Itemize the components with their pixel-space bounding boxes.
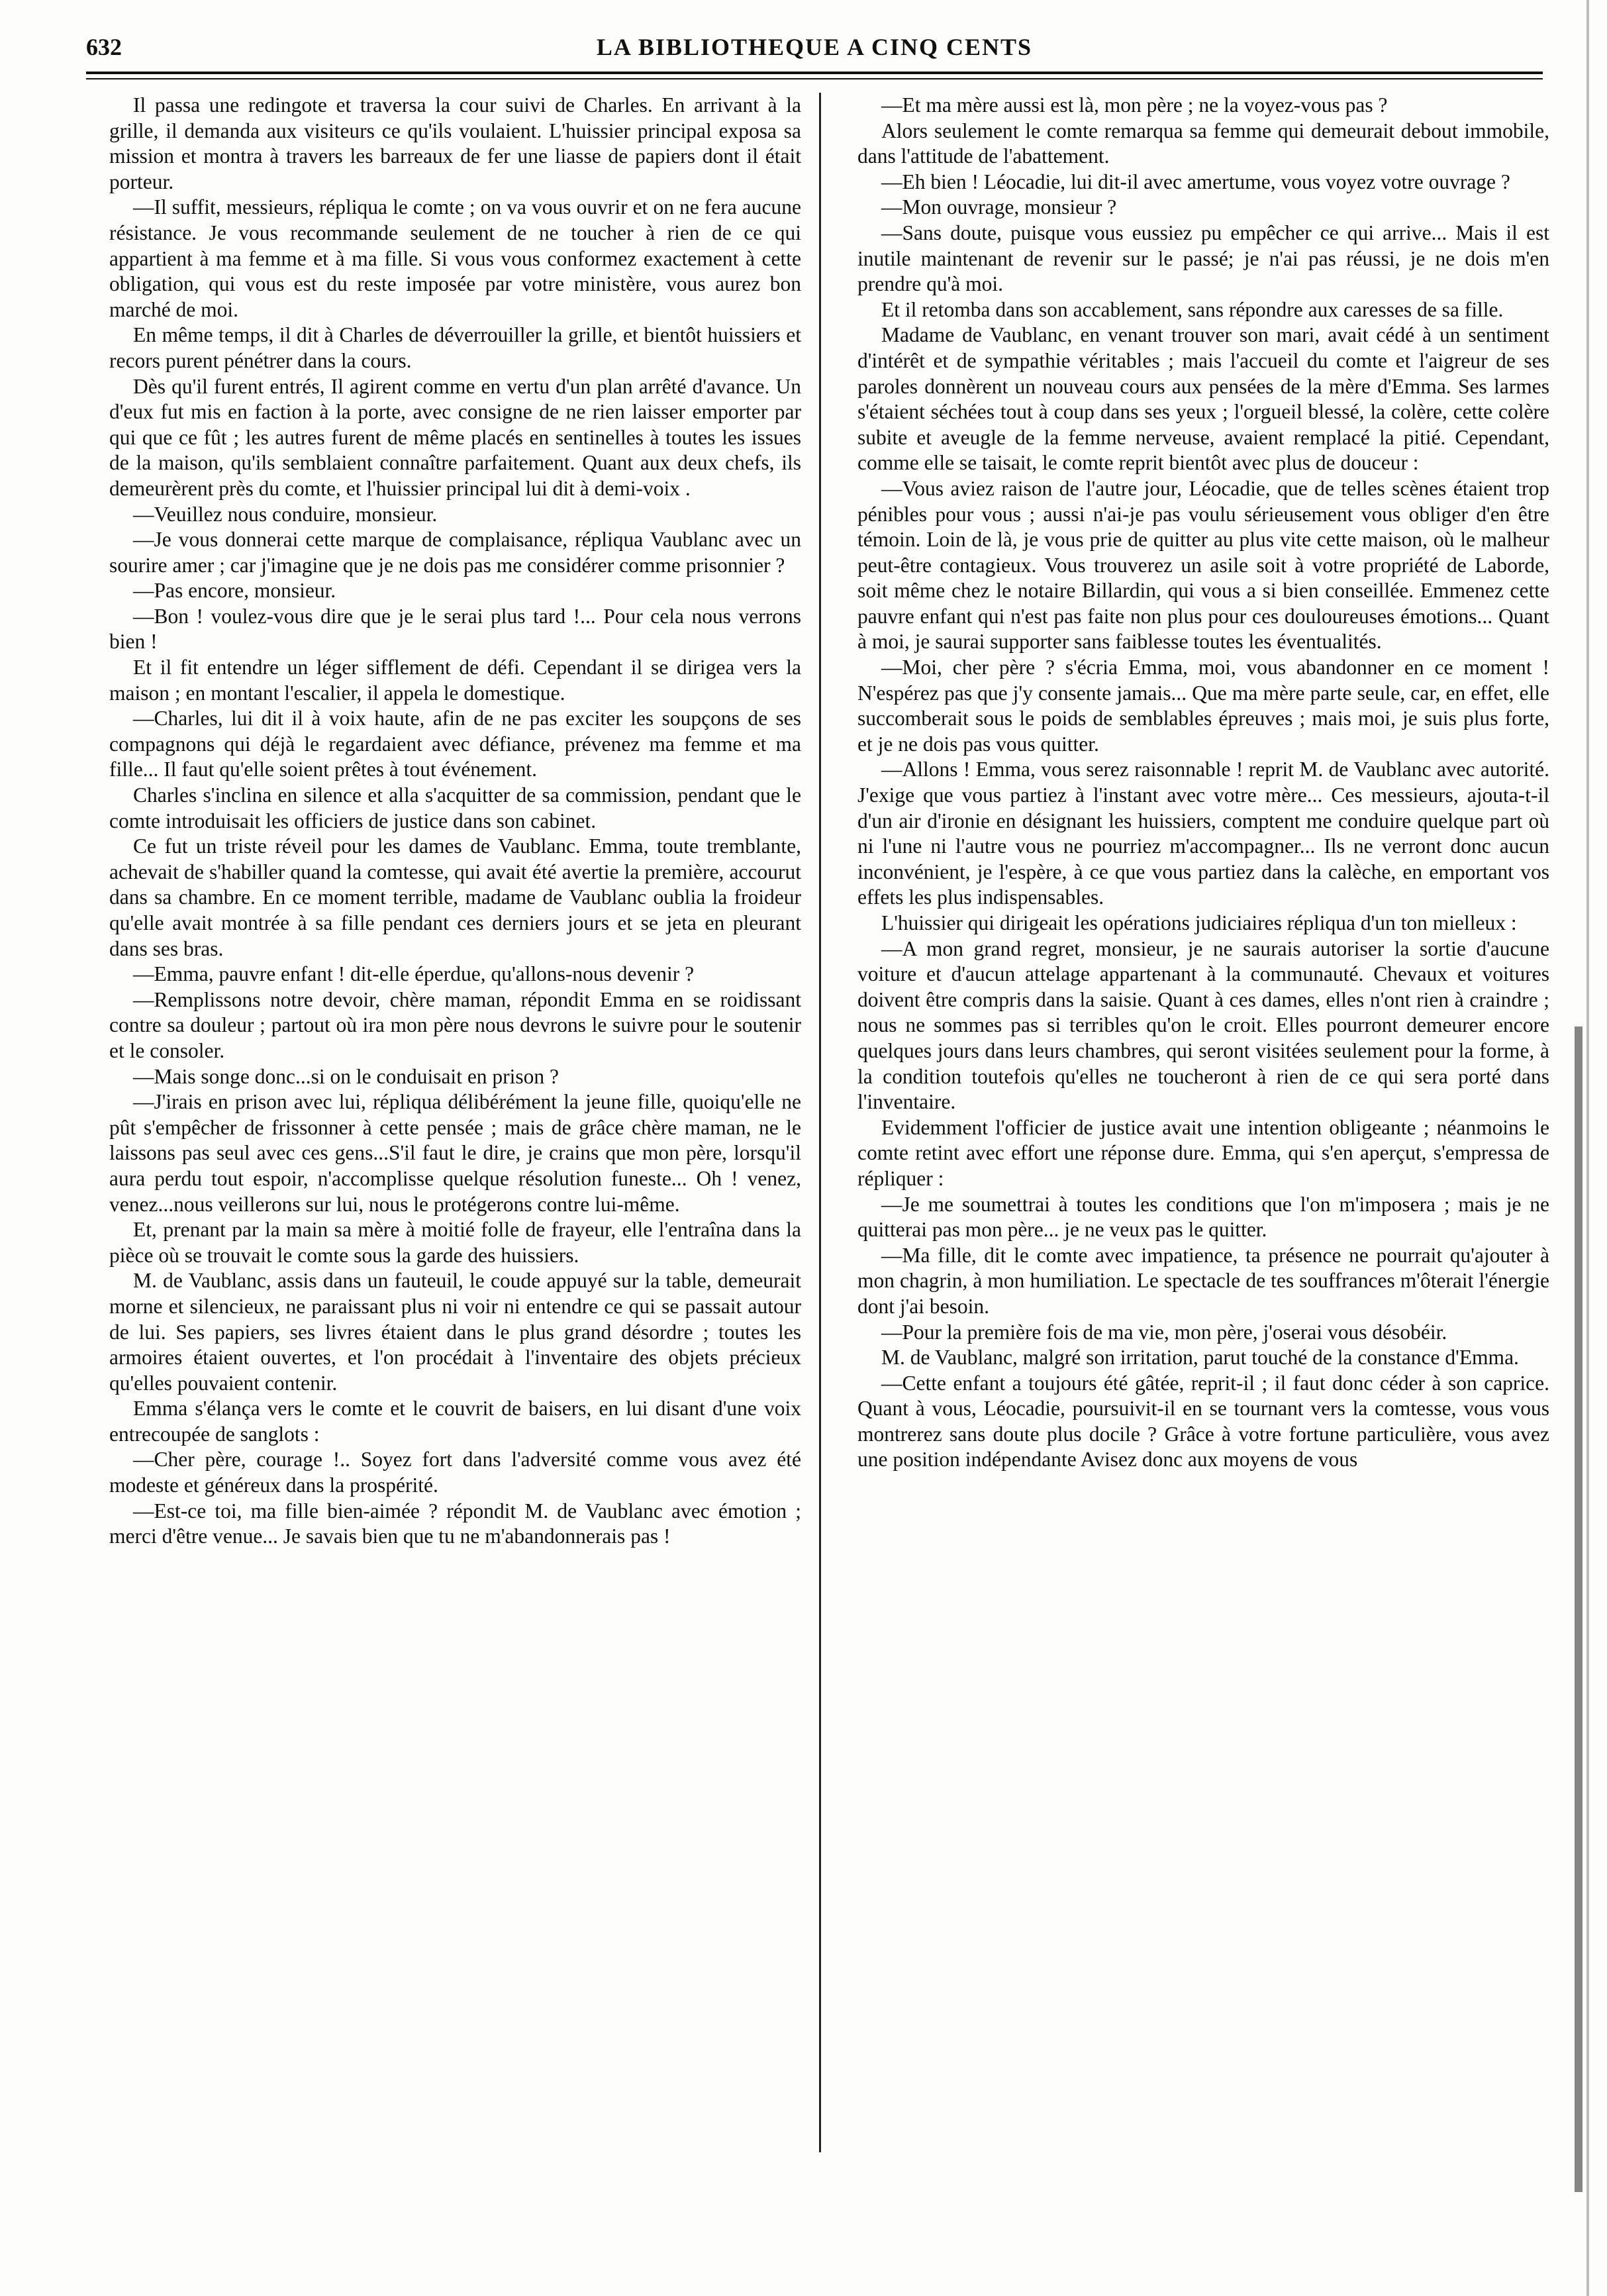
paragraph: Ce fut un triste réveil pour les dames de Vaublanc. Emma, toute tremblante, achevait de s'habiller quand la comtesse, qui avait été avertie la première, accourut dans sa chambre. En ce moment terrible, madame de Vaublanc oublia la froideur qu'elle avait montrée à sa fille pendant ces derniers jours et se jeta en pleurant dans ses bras. [109,834,801,960]
paragraph: —J'irais en prison avec lui, répliqua délibérément la jeune fille, quoiqu'elle ne pût s'empêcher de frissonner à cette pensée ; mais de grâce chère maman, ne le laissons pas seul avec ces gens...S'il faut le dire, je crains que mon père, lorsqu'il aura perdu tout espoir, n'accomplisse quelque résolution funeste... Oh ! venez, venez...nous veillerons sur lui, nous le protégerons contre lui-même. [109,1090,801,1216]
paragraph: Et il fit entendre un léger sifflement de défi. Cependant il se dirigea vers la maison ; en montant l'escalier, il appela le domestique. [109,656,801,705]
paragraph: —Ma fille, dit le comte avec impatience, ta présence ne pourrait qu'ajouter à mon chagrin, à mon humiliation. Le spectacle de tes souffrances m'ôterait l'énergie dont j'ai besoin. [857,1243,1549,1318]
paragraph: —Eh bien ! Léocadie, lui dit-il avec amertume, vous voyez votre ouvrage ? [881,170,1510,193]
paragraph: —Bon ! voulez-vous dire que je le serai plus tard !... Pour cela nous verrons bien ! [109,604,801,654]
paragraph: —Charles, lui dit il à voix haute, afin de ne pas exciter les soupçons de ses compagnons qui déjà le regardaient avec défiance, prévenez ma femme et ma fille... Il faut qu'elle soient prêtes à tout événement. [109,707,801,781]
paragraph: —Mais songe donc...si on le conduisait en prison ? [133,1064,560,1088]
paragraph: —Cher père, courage !.. Soyez fort dans l'adversité comme vous avez été modeste et généreux dans la prospérité. [109,1448,801,1497]
paragraph: M. de Vaublanc, assis dans un fauteuil, le coude appuyé sur la table, demeurait morne et silencieux, ne paraissant plus ni voir ni entendre ce qui se passait autour de lui. Ses papiers, ses livres étaient dans le plus grand désordre ; toutes les armoires étaient ouvertes, et l'on procédait à l'inventaire des objets précieux qu'elles pouvaient contenir. [109,1269,801,1395]
right-column [857,93,1549,1473]
page-header [86,28,1543,65]
paragraph: —Veuillez nous conduire, monsieur. [133,502,438,526]
header-rule-thin [86,78,1543,79]
paragraph: —Pas encore, monsieur. [133,579,336,603]
paragraph: L'huissier qui dirigeait les opérations judiciaires répliqua d'un ton mielleux : [881,911,1517,934]
paragraph: Dès qu'il furent entrés, Il agirent comme en vertu d'un plan arrêté d'avance. Un d'eux fut mis en faction à la porte, avec consigne de ne rien laisser emporter par qui que ce fût ; les autres furent de même placés en sentinelles à toutes les issues de la maison, qu'ils semblaient connaître parfaitement. Quant aux deux chefs, ils demeurèrent près du comte, et l'huissier principal lui dit à demi-voix . [109,374,801,500]
paragraph: Evidemment l'officier de justice avait une intention obligeante ; néanmoins le comte retint avec effort une réponse dure. Emma, qui s'en aperçut, s'empressa de répliquer : [857,1115,1549,1190]
paragraph: —Remplissons notre devoir, chère maman, répondit Emma en se roidissant contre sa douleur ; partout où ira mon père nous devrons le suivre pour le soutenir et le consoler. [109,987,801,1062]
paragraph: —Est-ce toi, ma fille bien-aimée ? répondit M. de Vaublanc avec émotion ; merci d'être venue... Je savais bien que tu ne m'abandonnerais pas ! [109,1499,801,1548]
paragraph: Et il retomba dans son accablement, sans répondre aux caresses de sa fille. [881,297,1504,321]
page-edge-shadow [1584,0,1593,2296]
page-edge-shadow-dark [1575,1026,1583,2192]
page-number: 632 [86,34,122,60]
paragraph: —Allons ! Emma, vous serez raisonnable ! reprit M. de Vaublanc avec autorité. J'exige que vous partiez à l'instant avec votre mère... Ces messieurs, ajouta-t-il d'un air d'ironie en désignant les huissiers, comptent me conduire quelque part où ni l'une ni l'autre vous ne pourriez m'accompagner... Ils ne verront donc aucun inconvénient, je l'espère, à ce que vous partiez dans la calèche, en emportant vos effets les plus indispensables. [857,758,1549,909]
paragraph: M. de Vaublanc, malgré son irritation, parut touché de la constance d'Emma. [881,1346,1519,1370]
paragraph: —Cette enfant a toujours été gâtée, reprit-il ; il faut donc céder à son caprice. Quant à vous, Léocadie, poursuivit-il en se tournant vers la comtesse, vous vous montrerez sans doute plus docile ? Grâce à votre fortune particulière, vous avez une position indépendante Avisez donc aux moyens de vous [857,1371,1549,1472]
paragraph: —A mon grand regret, monsieur, je ne saurais autoriser la sortie d'aucune voiture et d'aucun attelage appartenant à la communauté. Chevaux et voitures doivent être compris dans la saisie. Quant à ces dames, elles n'ont rien à craindre ; nous ne sommes pas si terribles qu'on le croit. Elles pourront demeurer encore quelques jours dans leurs chambres, qui seront visitées seulement pour la forme, à la condition toutefois qu'elles ne toucheront à rien de ce qui sera porté dans l'inventaire. [857,936,1549,1114]
paragraph: Il passa une redingote et traversa la cour suivi de Charles. En arrivant à la grille, il demanda aux visiteurs ce qu'ils voulaient. L'huissier principal exposa sa mission et montra à travers les barreaux de fer une liasse de papiers dont il était porteur. [109,93,801,193]
paragraph: Charles s'inclina en silence et alla s'acquitter de sa commission, pendant que le comte introduisait les officiers de justice dans son cabinet. [109,783,801,832]
running-title: LA BIBLIOTHEQUE A CINQ CENTS [596,34,1033,60]
paragraph: En même temps, il dit à Charles de déverrouiller la grille, et bientôt huissiers et recors purent pénétrer dans la cours. [109,323,801,372]
paragraph: —Sans doute, puisque vous eussiez pu empêcher ce qui arrive... Mais il est inutile maintenant de revenir sur le passé; je n'ai pas réussi, je ne dois m'en prendre qu'à moi. [857,221,1549,296]
paragraph: —Moi, cher père ? s'écria Emma, moi, vous abandonner en ce moment ! N'espérez pas que j'y consente jamais... Que ma mère parte seule, car, en effet, elle succomberait sous le poids de semblables épreuves ; mais moi, je suis plus forte, et je ne dois pas vous quitter. [857,656,1549,756]
left-column [109,93,801,1550]
paragraph: —Emma, pauvre enfant ! dit-elle éperdue, qu'allons-nous devenir ? [133,962,695,986]
paragraph: —Et ma mère aussi est là, mon père ; ne la voyez-vous pas ? [881,93,1388,117]
paragraph: —Je vous donnerai cette marque de complaisance, répliqua Vaublanc avec un sourire amer ; car j'imagine que je ne dois pas me considérer comme prisonnier ? [109,528,801,577]
paragraph: —Pour la première fois de ma vie, mon père, j'oserai vous désobéir. [881,1320,1447,1344]
paragraph: —Il suffit, messieurs, répliqua le comte ; on va vous ouvrir et on ne fera aucune résistance. Je vous recommande seulement de ne toucher à rien de ce qui appartient à ma femme et à ma fille. Si vous vous conformez exactement à cette obligation, qui vous est du reste imposée par votre ministère, vous aurez bon marché de moi. [109,195,801,321]
header-rule [86,72,1543,74]
paragraph: Madame de Vaublanc, en venant trouver son mari, avait cédé à un sentiment d'intérêt et de sympathie véritables ; mais l'accueil du comte et l'aigreur de ses paroles donnèrent un nouveau cours aux pensées de la mère d'Emma. Ses larmes s'étaient séchées tout à coup dans ses yeux ; l'orgueil blessé, la colère, cette colère subite et aveugle de la femme nerveuse, avaient remplacé la pitié. Cependant, comme elle se taisait, le comte reprit bientôt avec plus de douceur : [857,323,1549,475]
paragraph: Emma s'élança vers le comte et le couvrit de baisers, en lui disant d'une voix entrecoupée de sanglots : [109,1397,801,1446]
paragraph: Alors seulement le comte remarqua sa femme qui demeurait debout immobile, dans l'attitude de l'abattement. [857,119,1549,168]
paragraph: —Mon ouvrage, monsieur ? [881,195,1117,219]
paragraph: —Je me soumettrai à toutes les conditions que l'on m'imposera ; mais je ne quitterai pas mon père... je ne veux pas le quitter. [857,1192,1549,1242]
column-divider [819,93,821,2152]
paragraph: Et, prenant par la main sa mère à moitié folle de frayeur, elle l'entraîna dans la pièce où se trouvait le comte sous la garde des huissiers. [109,1218,801,1267]
paragraph: —Vous aviez raison de l'autre jour, Léocadie, que de telles scènes étaient trop pénibles pour vous ; aussi n'ai-je pas voulu sérieusement vous obliger d'en être témoin. Loin de là, je vous prie de quitter au plus vite cette maison, où le malheur peut-être contagieux. Vous trouverez un asile soit à votre propriété de Laborde, soit même chez le notaire Billardin, qui vous a si bien conseillée. Emmenez cette pauvre enfant qui n'est pas faite non plus pour ces douloureuses émotions... Quant à moi, je saurai supporter sans faiblesse toutes les éventualités. [857,476,1549,654]
